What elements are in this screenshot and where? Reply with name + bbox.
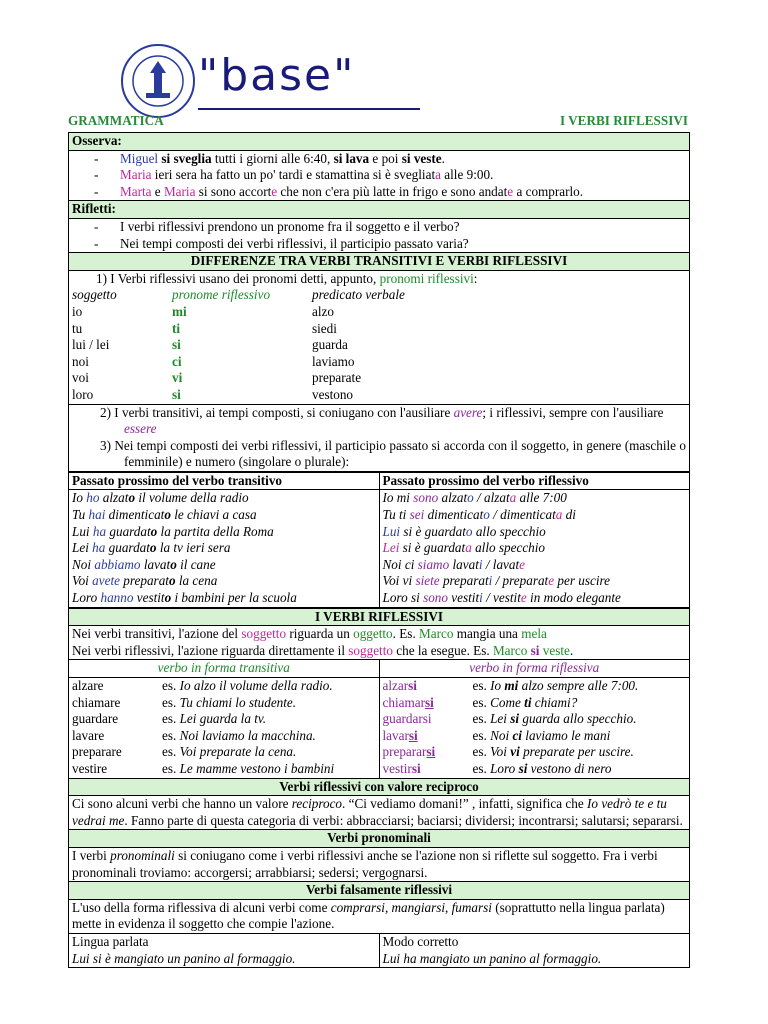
transitiva-list [69,678,380,779]
transitivo-examples [69,490,380,607]
point-2: 2) I verbi transitivi, ai tempi composti, si coniugano con l'ausiliare avere; i riflessivi, sempre con l'ausiliare essere [100,404,664,437]
point-1: 1) I Verbi riflessivi usano dei pronomi detti, appunto, pronomi riflessivi: [96,270,478,286]
riflessivo-head: Passato prossimo del verbo riflessivo [379,472,690,490]
rifletti-body [69,218,690,252]
header [68,40,690,132]
pronoun-row: noi ci laviamo [72,353,355,369]
pronoun-row: lui / lei si guarda [72,337,348,353]
riflessivi-table [68,608,690,968]
transitivo-head: Passato prossimo del verbo transitivo [69,472,380,490]
title-underline [198,108,420,110]
pronoun-row: tu ti siedi [72,320,337,336]
example-line: Tu hai dimenticato le chiavi a casa [72,507,257,523]
differenze-body [69,270,690,404]
falsamente-body: L'uso della forma riflessiva di alcuni verbi come comprarsi, mangiarsi, fumarsi (soprattutto nella lingua parlata) mette in evidenza il soggetto che compie l'azione. [69,899,690,933]
osserva-line: - Maria ieri sera ha fatto un po' tardi e stamattina si è svegliata alle 9:00. [94,167,494,183]
riflessivo-examples [379,490,690,607]
pronoun-table-head: soggetto pronome riflessivo predicato verbale [72,287,405,303]
example-line: Noi ci siamo lavati / lavate [382,556,526,572]
example-line: Tu ti sei dimenticato / dimenticata di [382,507,576,523]
topic-label: I VERBI RIFLESSIVI [559,113,688,128]
verb-row: alzarsi es. Io mi alzo sempre alle 7:00. [382,678,639,693]
passato-table [68,472,690,608]
verb-row: preparare es. Voi preparate la cena. [72,744,297,760]
worksheet-page [68,40,690,968]
falsamente-heading: Verbi falsamente riflessivi [69,882,690,900]
rifletti-line: - I verbi riflessivi prendono un pronome fra il soggetto e il verbo? [94,218,460,234]
lingua-parlata: Lingua parlata Lui si è mangiato un panino al formaggio. [69,933,380,967]
reciproco-body: Ci sono alcuni verbi che hanno un valore reciproco. “Ci vediamo domani!” , infatti, significa che Io vedrò te e tu vedrai me. Fanno parte di questa categoria di verbi: abbracciarsi; baciarsi; dividersi; incontrarsi; salutarsi; separarsi. [69,796,690,830]
osserva-heading: Osserva: [69,133,690,151]
osserva-line: - Miguel si sveglia tutti i giorni alle 6:40, si lava e poi si veste. [94,150,445,166]
point-3: 3) Nei tempi composti dei verbi riflessivi, il participio passato si accorda con il soggetto, in genere (maschile o femminile) e numero (singolare o plurale): [100,437,686,470]
reciproco-heading: Verbi riflessivi con valore reciproco [69,778,690,796]
points-2-3 [69,404,690,471]
example-line: Lei ha guardato la tv ieri sera [72,540,231,556]
verb-row: guardarsi es. Lei si guarda allo specchio. [382,711,637,727]
university-seal-logo [120,43,196,119]
intro-line: Nei verbi transitivi, l'azione del soggetto riguarda un oggetto. Es. Marco mangia una mela [72,626,547,642]
verb-row: chiamare es. Tu chiami lo studente. [72,694,297,710]
example-line: Loro si sono vestiti / vestite in modo elegante [382,590,621,606]
differenze-heading: DIFFERENZE TRA VERBI TRANSITIVI E VERBI RIFLESSIVI [69,253,690,271]
riflessiva-list [379,678,690,779]
riflessivi-intro [69,626,690,660]
example-line: Io ho alzato il volume della radio [72,490,249,506]
rifletti-heading: Rifletti: [69,201,690,219]
modo-corretto: Modo corretto Lui ha mangiato un panino al formaggio. [379,933,690,967]
verb-row: lavarsi es. Noi ci laviamo le mani [382,727,611,743]
example-line: Lui si è guardato allo specchio [382,523,546,539]
verb-row: prepararsi es. Voi vi preparate per uscire. [382,744,634,760]
example-line: Lei si è guardata allo specchio [382,540,546,556]
worksheet-table [68,132,690,472]
example-line: Voi avete preparato la cena [72,573,218,589]
example-line: Voi vi siete preparati / preparate per uscire [382,573,610,589]
osserva-line: - Marta e Maria si sono accorte che non c'era più latte in frigo e sono andate a comprarlo. [94,183,584,199]
example-line: Loro hanno vestito i bambini per la scuola [72,590,297,606]
pronoun-row: voi vi preparate [72,370,362,386]
rifletti-line: - Nei tempi composti dei verbi riflessivi, il participio passato varia? [94,235,469,251]
page-title: "base" [198,50,356,101]
verb-row: vestire es. Le mamme vestono i bambini [72,760,335,776]
example-line: Noi abbiamo lavato il cane [72,556,216,572]
pronominali-heading: Verbi pronominali [69,830,690,848]
transitiva-head: verbo in forma transitiva [69,660,380,678]
intro-line: Nei verbi riflessivi, l'azione riguarda direttamente il soggetto che la esegue. Es. Marco si veste. [72,642,574,658]
verb-row: chiamarsi es. Come ti chiami? [382,694,578,710]
pronominali-body: I verbi pronominali si coniugano come i verbi riflessivi anche se l'azione non si riflette sul soggetto. Fra i verbi pronominali troviamo: accorgersi; arrabbiarsi; sedersi; vergognarsi. [69,847,690,881]
riflessiva-head: verbo in forma riflessiva [379,660,690,678]
verb-row: lavare es. Noi laviamo la macchina. [72,727,316,743]
osserva-body [69,150,690,201]
example-line: Lui ha guardato la partita della Roma [72,523,274,539]
example-line: Io mi sono alzato / alzata alle 7:00 [382,490,567,506]
grammatica-label: GRAMMATICA [68,113,164,128]
riflessivi-heading: I VERBI RIFLESSIVI [69,608,690,626]
verb-row: guardare es. Lei guarda la tv. [72,711,267,727]
pronoun-row: io mi alzo [72,303,334,319]
verb-row: vestirsi es. Loro si vestono di nero [382,760,612,776]
pronoun-row: loro si vestono [72,386,354,402]
verb-row: alzare es. Io alzo il volume della radio. [72,678,333,693]
